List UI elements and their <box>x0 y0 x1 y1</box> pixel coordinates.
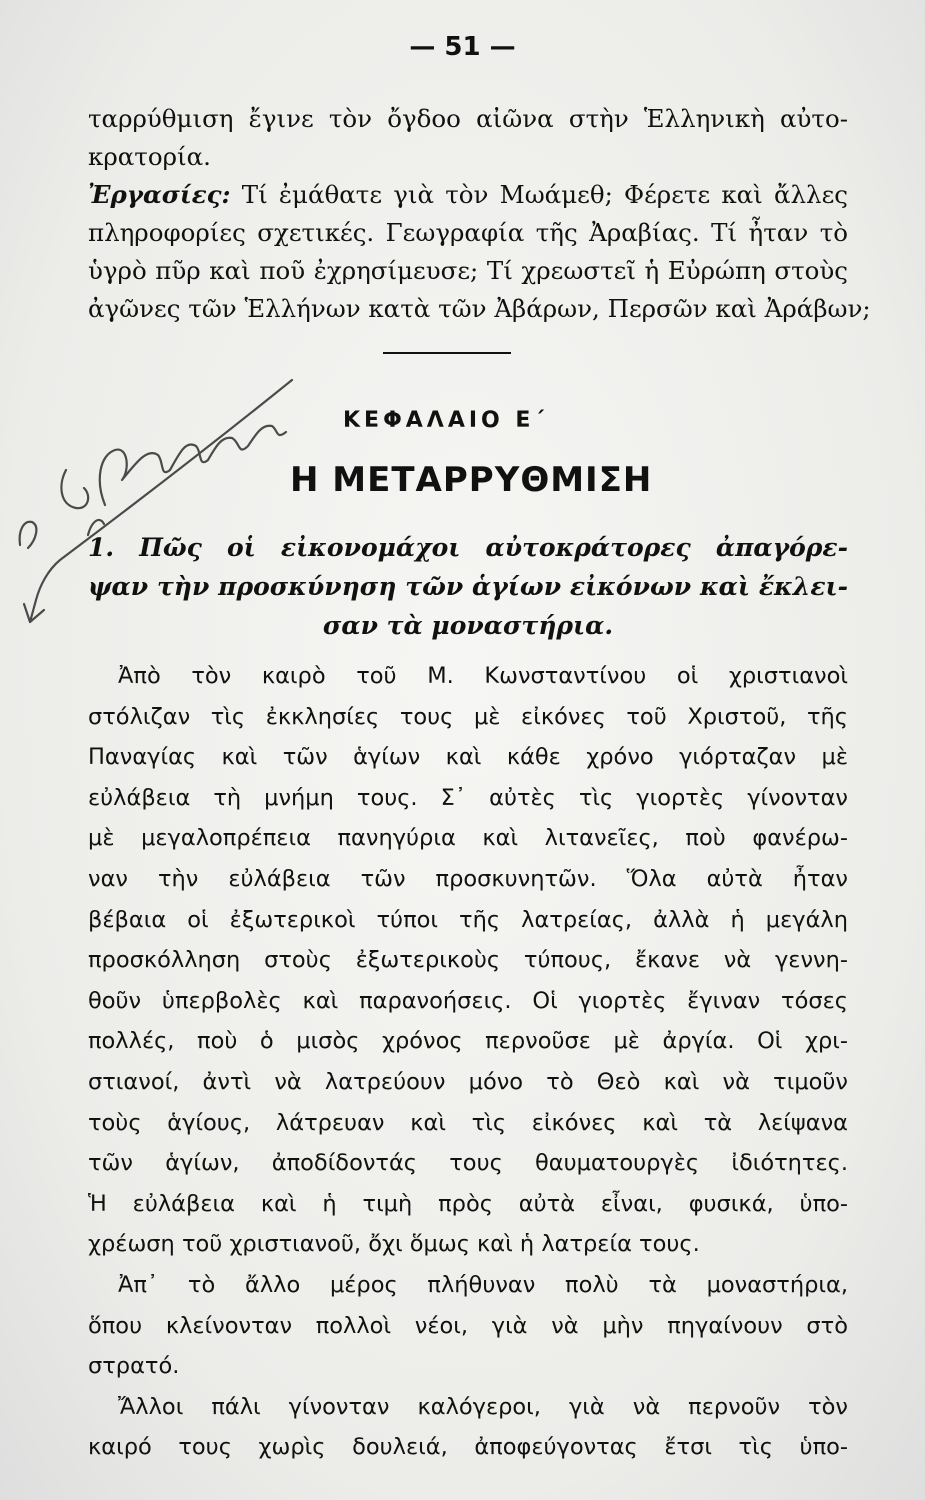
chapter-label: ΚΕΦΑΛΑΙΟ Ε΄ <box>343 408 549 433</box>
section-heading-line: σαν τὰ μοναστήρια. <box>322 611 614 640</box>
page-number: — 51 — <box>409 32 516 62</box>
body-line: βέβαια οἱ ἐξωτερικοὶ τύποι τῆς λατρείας, ἀλλὰ ἡ μεγάλη <box>88 906 848 933</box>
exercise-first-line <box>88 176 848 214</box>
body-line: Παναγίας καὶ τῶν ἁγίων καὶ κάθε χρόνο γιόρταζαν μὲ <box>88 744 848 771</box>
body-line: ναν τὴν εὐλάβεια τῶν προσκυνητῶν. Ὅλα αὐτὰ ἦταν <box>88 865 848 892</box>
section-heading-line: ψαν τὴν προσκύνηση τῶν ἁγίων εἰκόνων καὶ ἔκλει- <box>88 572 848 601</box>
cursive-scribble <box>20 522 37 548</box>
body-line: Ἀπὸ τὸν καιρὸ τοῦ Μ. Κωνσταντίνου οἱ χριστιανοὶ <box>118 663 848 689</box>
body-line: Ἡ εὐλάβεια καὶ ἡ τιμὴ πρὸς αὐτὰ εἶναι, φυσικά, ὑπο- <box>88 1190 848 1217</box>
body-line: στιανοί, ἀντὶ νὰ λατρεύουν μόνο τὸ Θεὸ καὶ νὰ τιμοῦν <box>88 1068 848 1095</box>
body-line: χρέωση τοῦ χριστιανοῦ, ὄχι ὅμως καὶ ἡ λατρεία τους. <box>88 1231 700 1258</box>
cursive-scribble <box>100 426 286 505</box>
body-line: στόλιζαν τὶς ἐκκλησίες τους μὲ εἰκόνες τοῦ Χριστοῦ, τῆς <box>88 703 848 730</box>
exercise-text: Τί ἐμάθατε γιὰ τὸν Μωάμεθ; Φέρετε καὶ ἄλλες <box>230 180 848 209</box>
body-line: μὲ μεγαλοπρέπεια πανηγύρια καὶ λιτανεῖες, ποὺ φανέρω- <box>88 825 848 852</box>
exercise-line: ἀγῶνες τῶν Ἑλλήνων κατὰ τῶν Ἀβάρων, Περσῶν καὶ Ἀράβων; <box>88 294 871 323</box>
exercise-block <box>88 100 871 328</box>
body-line: τῶν ἁγίων, ἀποδίδοντάς τους θαυματουργὲς ἰδιότητες. <box>88 1150 848 1177</box>
body-line: ὅπου κλείνονταν πολλοὶ νέοι, γιὰ νὰ μὴν πηγαίνουν στὸ <box>88 1312 848 1339</box>
chapter-title: Η ΜΕΤΑΡΡΥΘΜΙΣΗ <box>290 460 653 500</box>
section-heading <box>88 528 848 645</box>
body-line: τοὺς ἁγίους, λάτρευαν καὶ τὶς εἰκόνες καὶ τὰ λείψανα <box>88 1109 848 1136</box>
exercise-label: Ἐργασίες: <box>88 180 231 209</box>
body-line: πολλές, ποὺ ὁ μισὸς χρόνος περνοῦσε μὲ ἀργία. Οἱ χρι- <box>88 1028 848 1055</box>
body-line: θοῦν ὑπερβολὲς καὶ παρανοήσεις. Οἱ γιορτὲς ἔγιναν τόσες <box>88 987 848 1014</box>
section-divider <box>383 352 511 354</box>
exercise-line: ὑγρὸ πῦρ καὶ ποῦ ἐχρησίμευσε; Τί χρεωστεῖ ἡ Εὐρώπη στοὺς <box>88 256 848 285</box>
carryover-line: ταρρύθμιση ἔγινε τὸν ὄγδοο αἰῶνα στὴν Ἑλληνικὴ αὐτο- <box>88 104 848 133</box>
body-line: καιρό τους χωρὶς δουλειά, ἀποφεύγοντας ἔτσι τὶς ὑπο- <box>88 1434 848 1461</box>
body-line: στρατό. <box>88 1353 180 1380</box>
section-heading-line: 1. Πῶς οἱ εἰκονομάχοι αὐτοκράτορες ἀπαγόρε- <box>88 533 848 562</box>
exercise-line: πληροφορίες σχετικές. Γεωγραφία τῆς Ἀραβίας. Τί ἦταν τὸ <box>88 218 848 247</box>
body-line: προσκόλληση στοὺς ἐξωτερικοὺς τύπους, ἔκανε νὰ γεννη- <box>88 947 848 974</box>
arrow-icon <box>24 600 44 622</box>
cursive-scribble <box>61 470 88 508</box>
body-text <box>88 656 848 1468</box>
body-line: Ἄλλοι πάλι γίνονταν καλόγεροι, γιὰ νὰ περνοῦν τὸν <box>118 1393 848 1420</box>
carryover-line: κρατορία. <box>88 142 211 171</box>
body-line: Ἀπ᾽ τὸ ἄλλο μέρος πλήθυναν πολὺ τὰ μοναστήρια, <box>118 1271 848 1298</box>
body-line: εὐλάβεια τὴ μνήμη τους. Σ᾽ αὐτὲς τὶς γιορτὲς γίνονταν <box>88 784 848 811</box>
